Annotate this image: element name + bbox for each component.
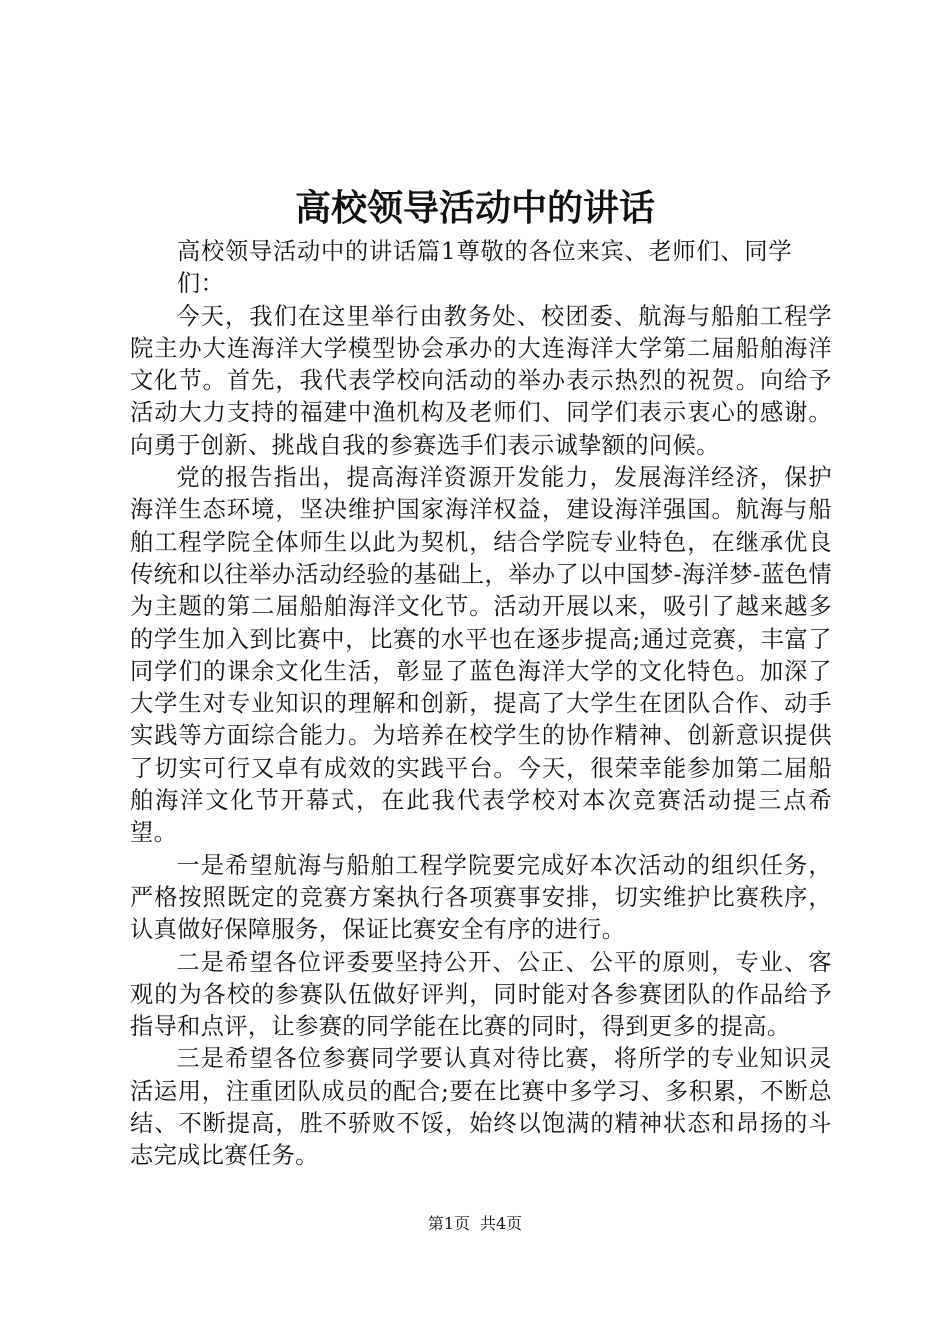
page-number: 第1页 [427, 1214, 470, 1233]
body-paragraph: 党的报告指出，提高海洋资源开发能力，发展海洋经济，保护海洋生态环境，坚决维护国家海洋权益，建设海洋强国。航海与船舶工程学院全体师生以此为契机，结合学院专业特色，在继承优良传统和以往举办活动经验的基础上，举办了以中国梦-海洋梦-蓝色情为主题的第二届船舶海洋文化节。活动开展以来，吸引了越来越多的学生加入到比赛中，比赛的水平也在逐步提高;通过竞赛，丰富了同学们的课余文化生活，彰显了蓝色海洋大学的文化特色。加深了大学生对专业知识的理解和创新，提高了大学生在团队合作、动手实践等方面综合能力。为培养在校学生的协作精神、创新意识提供了切实可行又卓有成效的实践平台。今天，很荣幸能参加第二届船舶海洋文化节开幕式，在此我代表学校对本次竞赛活动提三点希望。 [130, 464, 832, 847]
body-paragraph: 一是希望航海与船舶工程学院要完成好本次活动的组织任务，严格按照既定的竞赛方案执行各项赛事安排，切实维护比赛秩序，认真做好保障服务，保证比赛安全有序的进行。 [130, 851, 832, 944]
body-paragraph: 今天，我们在这里举行由教务处、校团委、航海与船舶工程学院主办大连海洋大学模型协会承办的大连海洋大学第二届船舶海洋文化节。首先，我代表学校向活动的举办表示热烈的祝贺。向给予活动大力支持的福建中渔机构及老师们、同学们表示衷心的感谢。向勇于创新、挑战自我的参赛选手们表示诚挚额的问候。 [130, 302, 832, 459]
document-title: 高校领导活动中的讲话 [294, 187, 655, 229]
body-paragraph: 二是希望各位评委要坚持公开、公正、公平的原则，专业、客观的为各校的参赛队伍做好评判，同时能对各参赛团队的作品给予指导和点评，让参赛的同学能在比赛的同时，得到更多的提高。 [130, 948, 832, 1041]
page-total: 共4页 [480, 1214, 523, 1233]
document-body [130, 236, 832, 1173]
body-paragraph: 三是希望各位参赛同学要认真对待比赛，将所学的专业知识灵活运用，注重团队成员的配合;要在比赛中多学习、多积累，不断总结、不断提高，胜不骄败不馁，始终以饱满的精神状态和昂扬的斗志完成比赛任务。 [130, 1045, 832, 1170]
page-footer [0, 1212, 950, 1236]
intro-paragraph: 高校领导活动中的讲话篇1尊敬的各位来宾、老师们、同学们： [177, 238, 792, 298]
